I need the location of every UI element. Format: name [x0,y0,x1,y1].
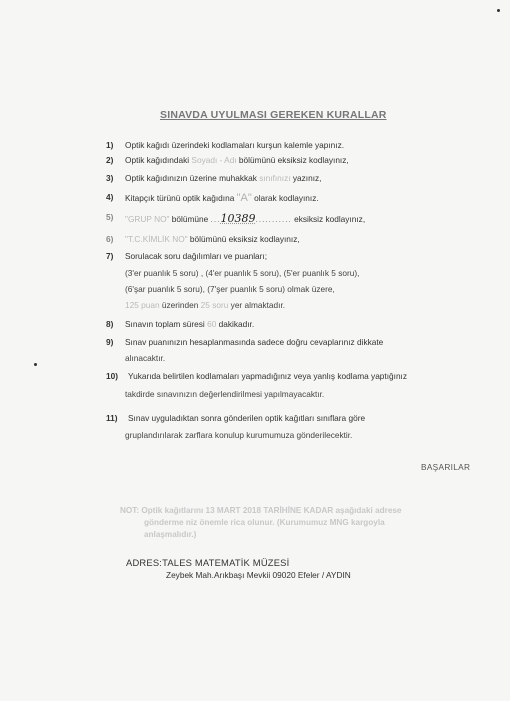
note-block [120,505,500,541]
item-number: 5) [106,212,114,222]
note-line: gönderme niz önemle rica olunur. (Kurumumuz MNG kargoyla [144,518,385,527]
item-number: 9) [106,337,114,347]
item-9-continuation: alınacaktır. [125,353,166,363]
scan-speck [497,9,500,12]
success-text: BAŞARILAR [421,462,471,472]
item-text: Yukarıda belirtilen kodlamaları yapmadığınız veya yanlış kodlama yaptığınız [128,371,408,381]
item-text: Sınavın toplam süresi 60 dakikadır. [125,319,255,329]
address-line-1: ADRES:TALES MATEMATİK MÜZESİ [126,557,290,568]
scan-speck [34,363,37,366]
item-text: Optik kağıdı üzerindeki kodlamaları kurşun kalemle yapınız. [125,140,345,150]
item-text: "GRUP NO" bölümüne ...10389........... eksiksiz kodlayınız, [125,212,366,225]
item-number: 6) [106,234,114,244]
item-text: Sorulacak soru dağılımları ve puanları; [125,251,268,261]
item-10-continuation: takdirde sınavınızın değerlendirilmesi yapılmayacaktır. [125,389,325,399]
score-line-2: (6'şar puanlık 5 soru), (7'şer puanlık 5 soru) olmak üzere, [125,284,335,294]
score-line-1: (3'er puanlık 5 soru) , (4'er puanlık 5 soru), (5'er puanlık 5 soru), [125,268,360,278]
item-text: Sınav uyguladıktan sonra gönderilen optik kağıtları sınıflara göre [128,413,366,423]
note-line: NOT: Optik kağıtlarını 13 MART 2018 TARİHİNE KADAR aşağıdaki adrese [120,506,402,515]
item-number: 7) [106,251,114,261]
score-line-3: 125 puan üzerinden 25 soru yer almaktadır. [125,300,286,310]
item-text: Kitapçık türünü optik kağıdına "A" olarak kodlayınız. [125,192,319,204]
item-number: 8) [106,319,114,329]
item-number: 4) [106,192,114,202]
item-11-continuation: gruplandırılarak zarflara konulup kurumumuza gönderilecektir. [125,430,353,440]
address-line-2: Zeybek Mah.Arıkbaşı Mevkii 09020 Efeler / AYDIN [166,570,351,580]
handwritten-group-number: 10389 [220,212,256,225]
item-text: "T.C.KİMLİK NO" bölümünü eksiksiz kodlayınız, [125,234,300,244]
note-line: anlaşmalıdır.) [144,530,197,539]
item-number: 11) [106,413,118,423]
item-text: Optik kağıdınızın üzerine muhakkak sınıfınızı yazınız, [125,173,322,183]
item-number: 10) [106,371,118,381]
item-number: 2) [106,155,114,165]
rules-title: SINAVDA UYULMASI GEREKEN KURALLAR [160,109,387,121]
item-text: Sınav puanınızın hesaplanmasında sadece doğru cevaplarınız dikkate [125,337,384,347]
item-number: 3) [106,173,114,183]
item-text: Optik kağıdındaki Soyadı - Adı bölümünü eksiksiz kodlayınız, [125,155,349,165]
item-number: 1) [106,140,114,150]
